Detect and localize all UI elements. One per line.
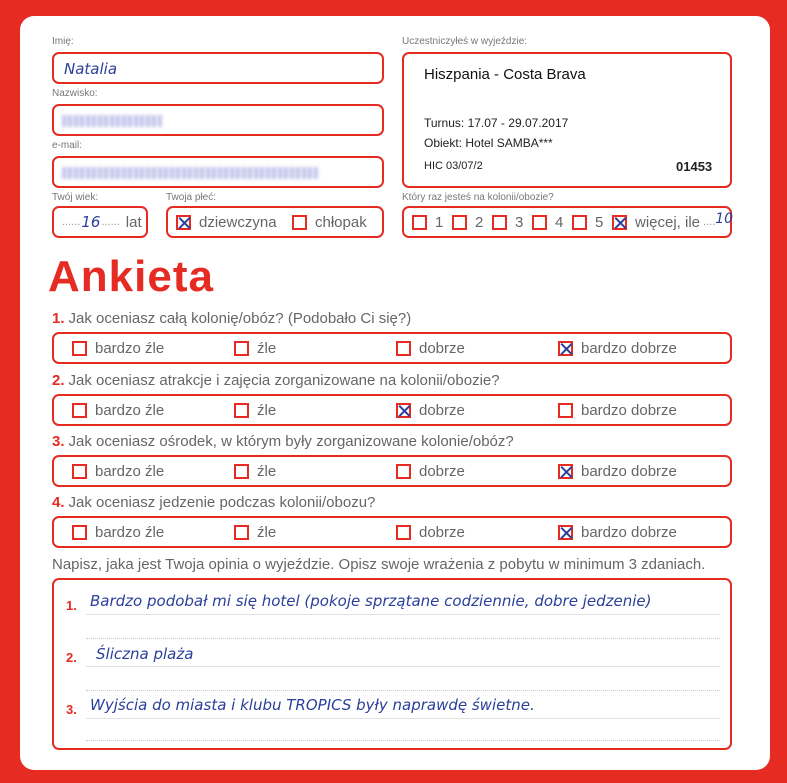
times-opt-1[interactable] [412,208,443,236]
email-field[interactable] [52,156,384,188]
opinion-num-2: 2. [66,650,77,665]
name-value: Natalia [64,60,118,78]
checkbox-icon[interactable] [558,403,573,418]
answer-option-label: źle [257,462,277,480]
answer-option[interactable] [234,518,276,546]
checkbox-checked-icon[interactable] [396,403,411,418]
opinion-rule [86,740,720,741]
name-label: Imię: [52,36,74,47]
age-line [62,208,142,236]
question-text: Jak oceniasz całą kolonię/obóz? (Podobało Ci się?) [68,310,412,327]
question-2 [52,372,500,389]
times-label: Który raz jesteś na kolonii/obozie? [402,192,554,203]
answer-row-1 [52,332,732,364]
answer-option[interactable] [558,396,677,424]
checkbox-icon[interactable] [72,403,87,418]
checkbox-icon[interactable] [452,215,467,230]
times-opt-5[interactable] [572,208,603,236]
times-opt-label: 4 [555,213,564,231]
answer-option-label: bardzo dobrze [581,523,677,541]
times-dots: .... [703,216,716,228]
checkbox-icon[interactable] [234,464,249,479]
email-redacted [62,167,318,179]
trip-label: Uczestniczyłeś w wyjeździe: [402,36,528,47]
gender-female-label: dziewczyna [199,213,277,231]
age-label: Twój wiek: [52,192,99,203]
opinion-line-2: Śliczna plaża [96,645,194,663]
checkbox-icon[interactable] [396,341,411,356]
answer-option-label: dobrze [419,523,465,541]
answer-row-3 [52,455,732,487]
question-text: Jak oceniasz ośrodek, w którym były zorganizowane kolonie/obóz? [68,433,514,450]
trip-obiekt: Obiekt: Hotel SAMBA*** [424,136,553,150]
answer-option[interactable] [72,334,164,362]
times-value: 10 [715,211,734,227]
times-opt-label: 3 [515,213,524,231]
trip-title: Hiszpania - Costa Brava [424,66,586,83]
answer-option[interactable] [72,518,164,546]
answer-option-label: bardzo dobrze [581,401,677,419]
checkbox-checked-icon[interactable] [558,341,573,356]
question-number: 2. [52,372,65,389]
question-number: 3. [52,433,65,450]
age-field[interactable] [52,206,148,238]
opinion-num-1: 1. [66,598,77,613]
answer-option[interactable] [558,334,677,362]
checkbox-icon[interactable] [72,464,87,479]
answer-row-2 [52,394,732,426]
answer-option[interactable] [396,334,465,362]
checkbox-checked-icon[interactable] [176,215,191,230]
gender-label: Twoja płeć: [166,192,217,203]
answer-option-label: bardzo dobrze [581,462,677,480]
times-field [402,206,732,238]
checkbox-checked-icon[interactable] [612,215,627,230]
question-number: 1. [52,310,65,327]
question-4 [52,494,375,511]
answer-option-label: dobrze [419,339,465,357]
surname-redacted [62,115,162,127]
opinion-rule [86,614,720,615]
times-opt-label: 2 [475,213,484,231]
trip-box [402,52,732,188]
answer-option[interactable] [558,457,677,485]
answer-option[interactable] [558,518,677,546]
answer-option-label: dobrze [419,462,465,480]
answer-option-label: bardzo dobrze [581,339,677,357]
surname-label: Nazwisko: [52,88,98,99]
checkbox-checked-icon[interactable] [558,525,573,540]
answer-option-label: bardzo źle [95,401,165,419]
times-opt-2[interactable] [452,208,483,236]
opinion-rule [86,718,720,719]
checkbox-icon[interactable] [492,215,507,230]
answer-option-label: bardzo źle [95,339,165,357]
checkbox-icon[interactable] [532,215,547,230]
age-dots-right: ...... [101,216,120,228]
question-1 [52,310,411,327]
answer-option[interactable] [396,396,465,424]
gender-field [166,206,384,238]
checkbox-icon[interactable] [72,525,87,540]
answer-option-label: bardzo źle [95,462,165,480]
answer-option[interactable] [72,396,164,424]
checkbox-icon[interactable] [72,341,87,356]
answer-option[interactable] [72,457,164,485]
question-text: Jak oceniasz jedzenie podczas kolonii/obozu? [68,494,376,511]
opinion-rule [86,638,720,639]
answer-option[interactable] [396,518,465,546]
checkbox-icon[interactable] [396,525,411,540]
times-opt-label: 5 [595,213,604,231]
answer-option-label: źle [257,401,277,419]
answer-option[interactable] [234,457,276,485]
question-3 [52,433,514,450]
opinion-rule [86,690,720,691]
answer-option[interactable] [396,457,465,485]
opinion-prompt: Napisz, jaka jest Twoja opinia o wyjeździe. Opisz swoje wrażenia z pobytu w minimum 3 zdaniach. [52,556,706,573]
answer-option[interactable] [234,334,276,362]
checkbox-icon[interactable] [292,215,307,230]
checkbox-icon[interactable] [412,215,427,230]
trip-turnus: Turnus: 17.07 - 29.07.2017 [424,116,569,130]
opinion-line-3: Wyjścia do miasta i klubu TROPICS były naprawdę świetne. [90,696,535,714]
gender-male[interactable] [292,208,367,236]
survey-title: Ankieta [48,252,214,301]
email-label: e-mail: [52,140,83,151]
gender-male-label: chłopak [315,213,367,231]
answer-row-4 [52,516,732,548]
surname-field[interactable] [52,104,384,136]
checkbox-icon[interactable] [572,215,587,230]
trip-code: HIC 03/07/2 [424,160,483,172]
name-field[interactable] [52,52,384,84]
checkbox-icon[interactable] [396,464,411,479]
answer-option[interactable] [234,396,276,424]
times-opt-label: więcej, ile [635,213,701,231]
checkbox-checked-icon[interactable] [558,464,573,479]
answer-option-label: bardzo źle [95,523,165,541]
opinion-line-1: Bardzo podobał mi się hotel (pokoje sprzątane codziennie, dobre jedzenie) [90,592,652,610]
age-dots-left: ...... [62,216,81,228]
opinion-num-3: 3. [66,702,77,717]
checkbox-icon[interactable] [234,403,249,418]
gender-female[interactable] [176,208,277,236]
answer-option-label: źle [257,523,277,541]
question-number: 4. [52,494,65,511]
answer-option-label: dobrze [419,401,465,419]
times-opt-label: 1 [435,213,444,231]
age-value: 16 [81,213,101,231]
answer-option-label: źle [257,339,277,357]
times-opt-3[interactable] [492,208,523,236]
question-text: Jak oceniasz atrakcje i zajęcia zorganizowane na kolonii/obozie? [68,372,500,389]
checkbox-icon[interactable] [234,341,249,356]
trip-number: 01453 [676,159,713,174]
times-opt-more[interactable] [612,208,733,236]
times-opt-4[interactable] [532,208,563,236]
age-unit: lat [125,213,142,231]
checkbox-icon[interactable] [234,525,249,540]
opinion-rule [86,666,720,667]
